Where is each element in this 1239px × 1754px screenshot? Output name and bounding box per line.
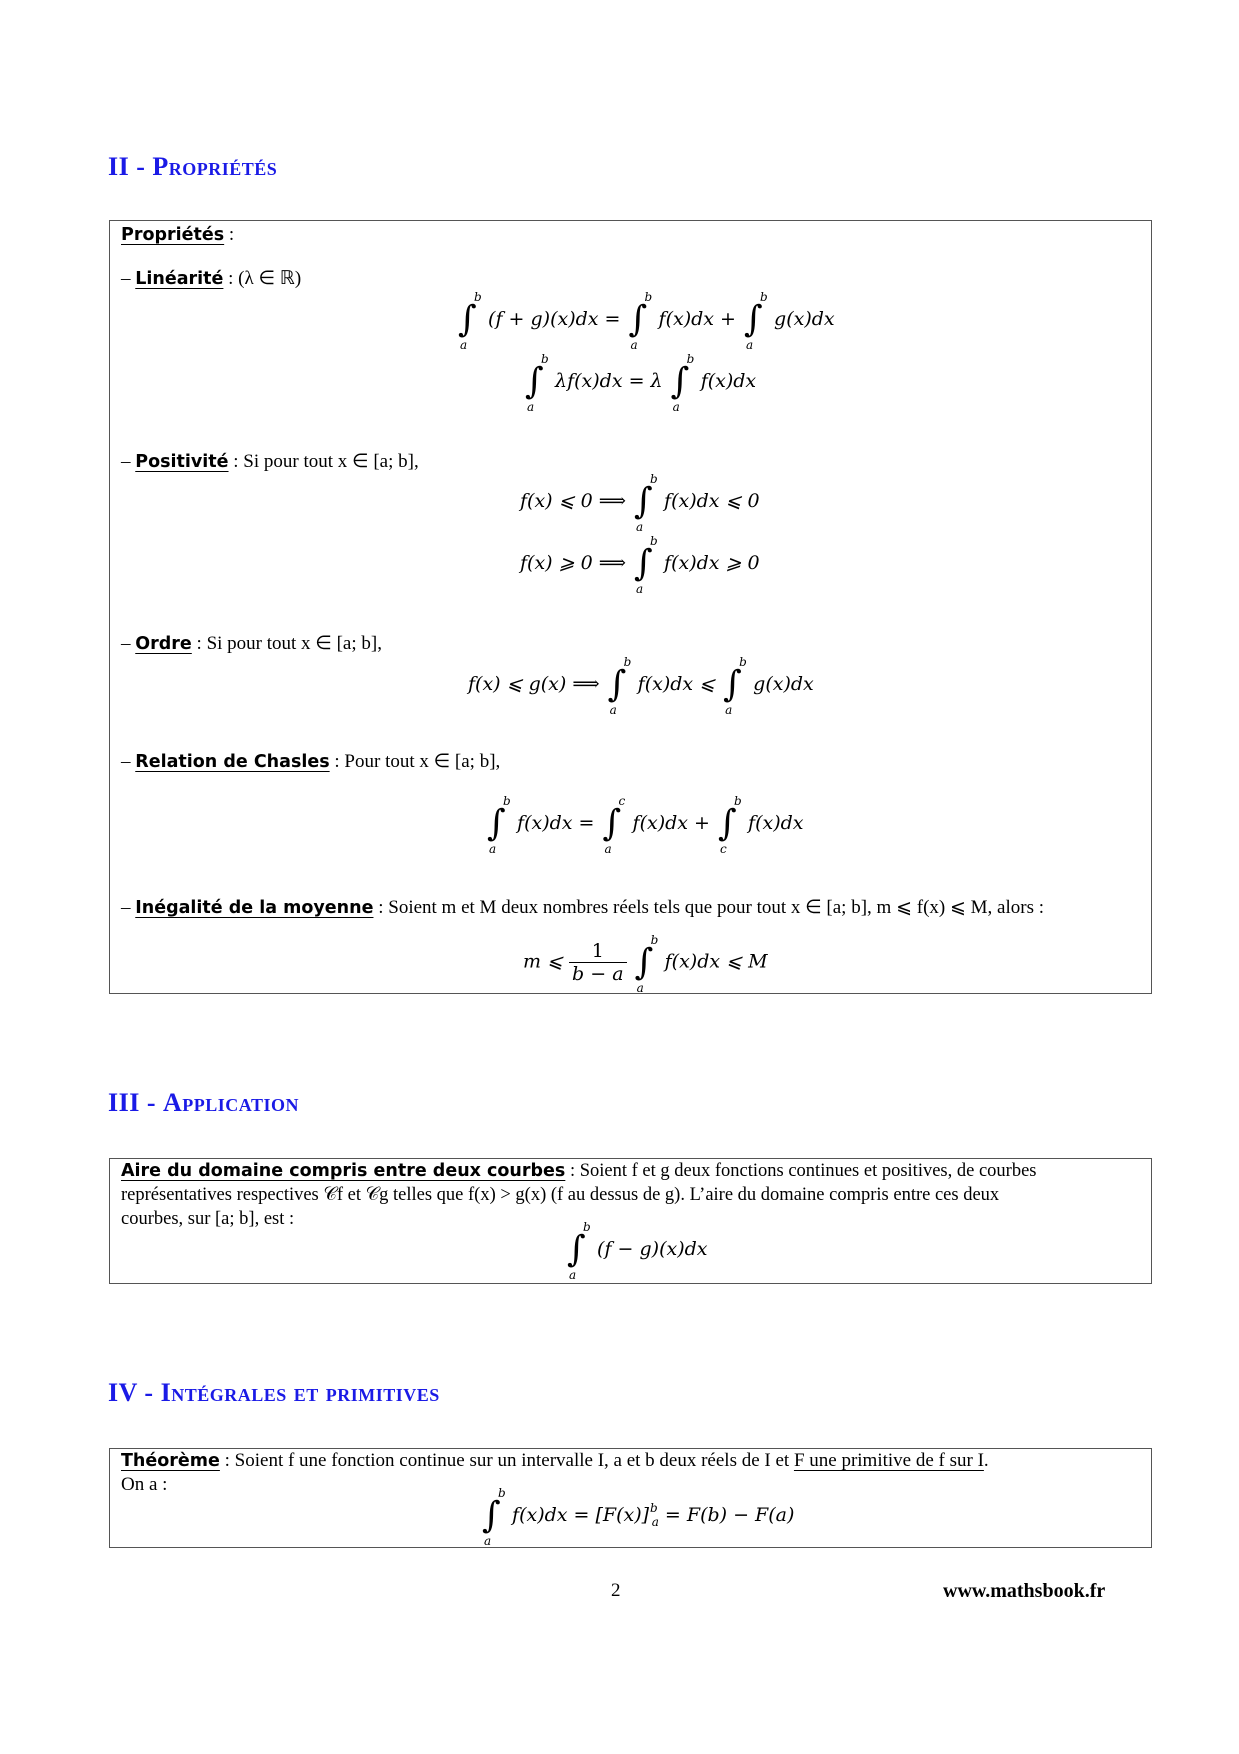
integral-sign: ∫ b a [567,1220,591,1282]
ordre-label: Ordre [135,634,192,654]
application-line-2: représentatives respectives 𝒞f et 𝒞g telles que f(x) > g(x) (f au dessus de g). L’aire du domaine compris entre ces deux [121,1185,1000,1205]
ordre-item: – Ordre : Si pour tout x ∈ [a; b], [121,633,382,654]
linearite-formula-1: ∫ b a (f + g)(x)dx = ∫ b a f(x)dx + ∫ b a g(x)dx [458,290,835,352]
properties-heading: Propriétés : [121,224,235,245]
theorem-line-2: On a : [121,1474,168,1495]
linearite-condition: : (λ ∈ ℝ) [223,268,302,289]
linearite-formula-2: ∫ b a λf(x)dx = λ ∫ b a f(x)dx [525,352,757,414]
linearite-label: Linéarité [135,269,224,289]
integral-sign: ∫ b a [743,290,768,352]
application-line-1: Aire du domaine compris entre deux courbes : Soient f et g deux fonctions continues et positives, de courbes [121,1161,1037,1181]
section-number: IV - [108,1378,154,1407]
positivite-formula-2: f(x) ⩾ 0 ⟹ ∫ b a f(x)dx ⩾ 0 [520,534,760,596]
integral-sign: ∫ c a [602,794,626,856]
section-name: Application [163,1088,299,1117]
integral-sign: ∫ b a [634,932,659,995]
integral-sign: ∫ b a [482,1486,506,1548]
section-title-integrales-primitives [108,1378,440,1408]
integral-sign: ∫ b c [718,794,742,856]
ordre-formula: f(x) ⩽ g(x) ⟹ ∫ b a f(x)dx ⩽ ∫ b a g(x)dx [468,655,814,717]
integral-sign: ∫ b a [607,655,632,717]
application-label: Aire du domaine compris entre deux courbes [121,1161,566,1181]
site-url: www.mathsbook.fr [943,1580,1106,1602]
integral-sign: ∫ b a [670,352,695,414]
chasles-formula: ∫ b a f(x)dx = ∫ c a f(x)dx + ∫ b c f(x)dx [487,794,804,856]
moyenne-condition: : Soient m et M deux nombres réels tels que pour tout x ∈ [a; b], m ⩽ f(x) ⩽ M, alors : [373,897,1044,918]
ordre-condition: : Si pour tout x ∈ [a; b], [191,633,382,654]
integral-sign: ∫ b a [723,655,747,717]
integral-sign: ∫ b a [634,534,658,596]
moyenne-item: – Inégalité de la moyenne : Soient m et M deux nombres réels tels que pour tout x ∈ [a; b], m ⩽ f(x) ⩽ M, alors : [121,897,1044,918]
theorem-label: Théorème [121,1451,220,1471]
integral-sign: ∫ b a [487,794,511,856]
application-line-3: courbes, sur [a; b], est : [121,1209,295,1229]
fraction: $\frac{1}{b - a}$ [569,940,627,985]
linearite-item: – Linéarité : (λ ∈ ℝ) [121,268,302,289]
moyenne-label: Inégalité de la moyenne [135,898,374,918]
section-title-application [108,1088,299,1118]
positivite-label: Positivité [135,452,229,472]
section-number: III - [108,1088,157,1117]
theorem-line-1: Théorème : Soient f une fonction continue sur un intervalle I, a et b deux réels de I et F une primitive de f sur I. [121,1450,989,1471]
theorem-formula: ∫ b a $f(x)dx = [F(x)]_{ba} = F(b) - F(a)$ [482,1486,795,1548]
page-number: 2 [611,1580,621,1601]
section-name: Intégrales et primitives [160,1378,440,1407]
integral-sign: ∫ b a [525,352,549,414]
chasles-item: – Relation de Chasles : Pour tout x ∈ [a; b], [121,751,501,772]
positivite-item: – Positivité : Si pour tout x ∈ [a; b], [121,451,419,472]
chasles-label: Relation de Chasles [135,752,330,772]
section-title-proprietes [108,152,277,182]
integral-sign: ∫ b a [628,290,653,352]
section-number: II - [108,152,146,181]
chasles-condition: : Pour tout x ∈ [a; b], [329,751,501,772]
integral-sign: ∫ b a [458,290,482,352]
application-formula: ∫ b a (f − g)(x)dx [567,1220,708,1282]
positivite-formula-1: f(x) ⩽ 0 ⟹ ∫ b a f(x)dx ⩽ 0 [520,472,760,534]
integral-sign: ∫ b a [634,472,658,534]
positivite-condition: : Si pour tout x ∈ [a; b], [228,451,419,472]
section-name: Propriétés [152,152,278,181]
moyenne-formula: m ⩽ $\frac{1}{b - a}$ ∫ b a f(x)dx ⩽ M [523,932,768,995]
